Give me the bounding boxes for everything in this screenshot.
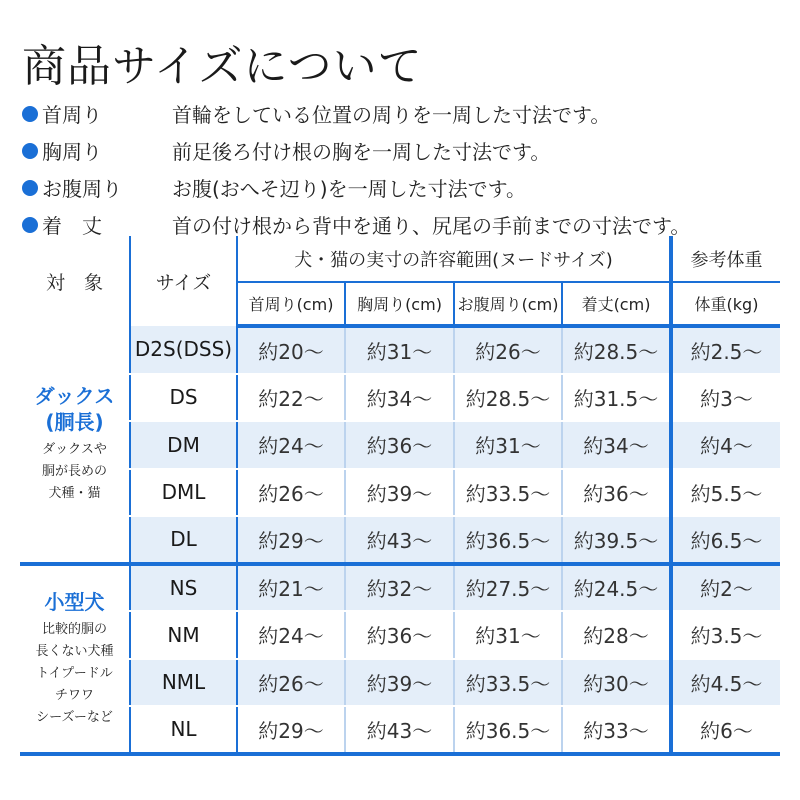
group-desc-line: トイプードル: [36, 665, 113, 681]
length-value: 約28〜: [562, 611, 671, 659]
chest-value: 約32〜: [345, 564, 454, 612]
group-name: ダックス: [34, 383, 115, 408]
belly-value: 約33.5〜: [454, 469, 562, 517]
header-belly: お腹周り(cm): [454, 282, 562, 326]
note-desc: 首輪をしている位置の周りを一周した寸法です。: [172, 103, 611, 127]
size-code: DM: [130, 421, 237, 469]
group-cell: [20, 326, 130, 564]
bullet-icon: [22, 143, 38, 159]
size-code: DL: [130, 516, 237, 564]
size-table: [20, 236, 780, 756]
header-weight-kg: 体重(kg): [671, 282, 780, 326]
note-belly: [22, 169, 792, 206]
group-desc-line: 比較的胴の: [41, 621, 107, 637]
weight-value: 約4〜: [671, 421, 780, 469]
neck-value: 約20〜: [237, 326, 345, 374]
belly-value: 約33.5〜: [454, 659, 562, 707]
weight-value: 約6.5〜: [671, 516, 780, 564]
neck-value: 約22〜: [237, 374, 345, 422]
group-desc-line: 長くない犬種: [35, 643, 114, 659]
table-row: [20, 659, 780, 707]
chest-value: 約39〜: [345, 469, 454, 517]
bullet-icon: [22, 217, 38, 233]
table-row: [20, 611, 780, 659]
table-row: [20, 421, 780, 469]
group-desc-line: ダックスや: [42, 441, 107, 457]
group-desc-line: 犬種・猫: [48, 485, 101, 501]
table-row: [20, 469, 780, 517]
weight-value: 約4.5〜: [671, 659, 780, 707]
weight-value: 約3.5〜: [671, 611, 780, 659]
group-desc: [20, 619, 129, 729]
size-code: DML: [130, 469, 237, 517]
length-value: 約39.5〜: [562, 516, 671, 564]
belly-value: 約27.5〜: [454, 564, 562, 612]
note-label: お腹周り: [42, 177, 122, 201]
note-label: 首周り: [42, 103, 102, 127]
size-code: NL: [130, 706, 237, 754]
table-row: [20, 564, 780, 612]
note-label: 胸周り: [42, 140, 102, 164]
chest-value: 約36〜: [345, 421, 454, 469]
neck-value: 約29〜: [237, 516, 345, 564]
table-row: [20, 706, 780, 754]
group-desc-line: シーズーなど: [36, 709, 113, 725]
weight-value: 約2.5〜: [671, 326, 780, 374]
note-desc: お腹(おへそ辺り)を一周した寸法です。: [172, 177, 527, 201]
weight-value: 約2〜: [671, 564, 780, 612]
size-code: D2S(DSS): [130, 326, 237, 374]
group-name: 小型犬: [44, 589, 105, 614]
neck-value: 約24〜: [237, 421, 345, 469]
header-range: 犬・猫の実寸の許容範囲(ヌードサイズ): [237, 236, 671, 282]
belly-value: 約36.5〜: [454, 706, 562, 754]
measurement-notes: [22, 95, 792, 243]
header-target: 対 象: [45, 271, 103, 294]
note-desc: 首の付け根から背中を通り、尻尾の手前までの寸法です。: [172, 214, 691, 238]
weight-value: 約6〜: [671, 706, 780, 754]
size-code: NM: [130, 611, 237, 659]
length-value: 約34〜: [562, 421, 671, 469]
header-weight: 参考体重: [671, 236, 780, 282]
chest-value: 約43〜: [345, 706, 454, 754]
length-value: 約28.5〜: [562, 326, 671, 374]
chest-value: 約31〜: [345, 326, 454, 374]
group-desc: [20, 439, 129, 505]
table-row: [20, 326, 780, 374]
bullet-icon: [22, 180, 38, 196]
header-chest: 胸周り(cm): [345, 282, 454, 326]
size-code: NS: [130, 564, 237, 612]
header-neck: 首周り(cm): [237, 282, 345, 326]
belly-value: 約28.5〜: [454, 374, 562, 422]
weight-value: 約5.5〜: [671, 469, 780, 517]
chest-value: 約43〜: [345, 516, 454, 564]
length-value: 約24.5〜: [562, 564, 671, 612]
belly-value: 約31〜: [454, 421, 562, 469]
note-label: 着 丈: [42, 214, 102, 238]
table-row: [20, 374, 780, 422]
neck-value: 約24〜: [237, 611, 345, 659]
size-code: NML: [130, 659, 237, 707]
note-chest: [22, 132, 792, 169]
neck-value: 約21〜: [237, 564, 345, 612]
chest-value: 約36〜: [345, 611, 454, 659]
length-value: 約36〜: [562, 469, 671, 517]
length-value: 約30〜: [562, 659, 671, 707]
header-size: サイズ: [130, 236, 237, 326]
neck-value: 約29〜: [237, 706, 345, 754]
size-code: DS: [130, 374, 237, 422]
neck-value: 約26〜: [237, 659, 345, 707]
header-length: 着丈(cm): [562, 282, 671, 326]
note-desc: 前足後ろ付け根の胸を一周した寸法です。: [172, 140, 551, 164]
neck-value: 約26〜: [237, 469, 345, 517]
chest-value: 約39〜: [345, 659, 454, 707]
belly-value: 約36.5〜: [454, 516, 562, 564]
table-header: [20, 236, 780, 326]
length-value: 約33〜: [562, 706, 671, 754]
weight-value: 約3〜: [671, 374, 780, 422]
group-cell: [20, 564, 130, 754]
group-name-sub: (胴長): [45, 409, 104, 434]
table-row: [20, 516, 780, 564]
note-neck: [22, 95, 792, 132]
length-value: 約31.5〜: [562, 374, 671, 422]
table-body: [20, 326, 780, 754]
page-title: 商品サイズについて: [22, 41, 423, 92]
group-desc-line: チワワ: [54, 687, 94, 703]
bullet-icon: [22, 106, 38, 122]
belly-value: 約26〜: [454, 326, 562, 374]
chest-value: 約34〜: [345, 374, 454, 422]
belly-value: 約31〜: [454, 611, 562, 659]
group-desc-line: 胴が長めの: [41, 463, 107, 479]
